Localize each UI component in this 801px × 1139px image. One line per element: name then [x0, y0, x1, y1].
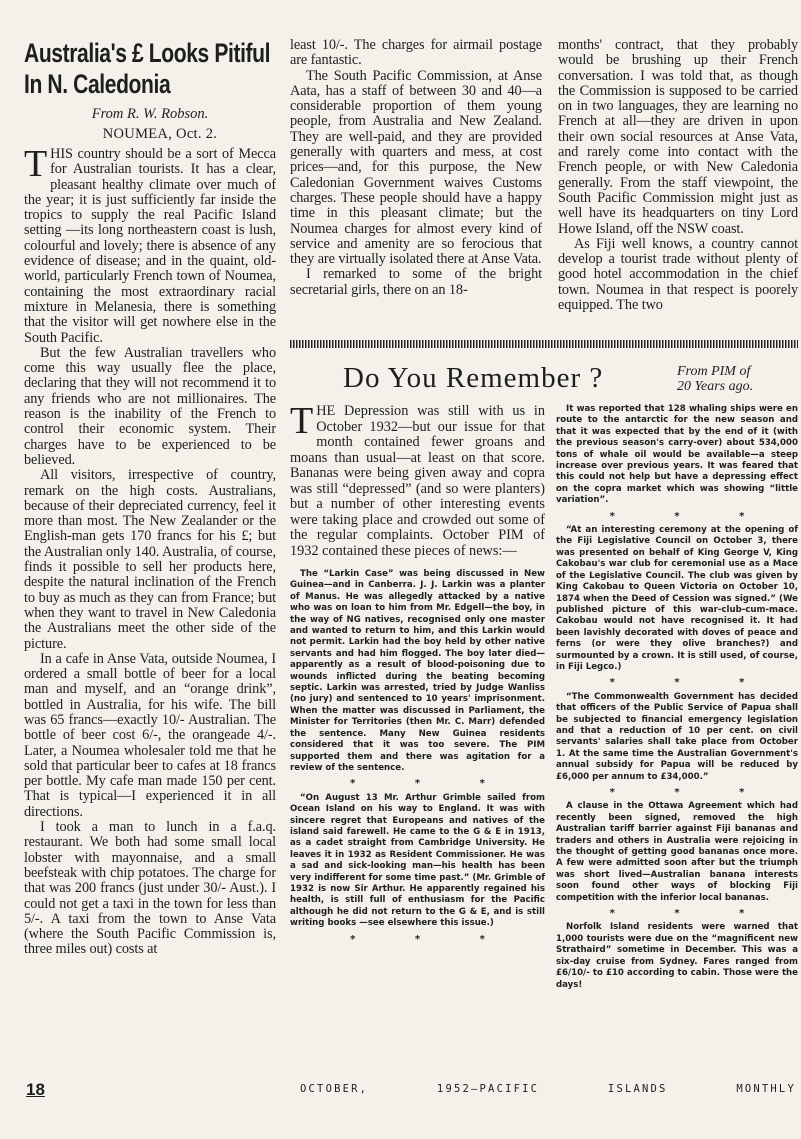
news-item: The “Larkin Case” was being discussed in New Guinea—and in Canberra. J. J. Larkin was a planter of Manus. He was allegedly attacked by a native who was on loan to him from Mr. Edgell—the boy, in the way of NG natives, recognised only one master and wanted to return to him, and this Larkin would not permit. Larkin had the boy held by other native servants and had him flogged. The boy later died—apparently as a result of blood-poisoning due to wounds inflicted during the beating becoming septic. Larkin was arrested, tried by Judge Wanliss (no jury) and sentenced to 10 years' imprisonment. When the matter was discussed in Parliament, the Minister for Territories (then Mr. C. Marr) defended the sentence. Many New Guinea residents considered that it was too severe. The PIM supported them and there was agitation for a review of the sentence. [290, 569, 545, 773]
article-paragraph: I remarked to some of the bright secretarial girls, there on an 18- [290, 266, 542, 298]
separator-stars: * * * [350, 933, 513, 945]
decorative-rule [290, 340, 798, 348]
drop-cap: T [24, 143, 48, 185]
drop-cap: T [290, 404, 314, 442]
news-items-left [290, 569, 545, 945]
separator-stars: * * * [609, 510, 773, 522]
footer-monthly: MONTHLY [736, 1083, 796, 1095]
footer-year-pacific: 1952—PACIFIC [436, 1083, 540, 1095]
article-paragraph: But the few Australian travellers who come this way usually flee the place, declaring that they will not recommend it to any friends who are not millionaires. The reason is the inability of the French to control their economic system. Their charges have to be experienced to be believed. [24, 344, 276, 468]
feature-subtitle: From PIM of 20 Years ago. [677, 364, 754, 394]
running-footer [300, 1083, 796, 1095]
article-column-3 [558, 38, 798, 338]
article-paragraph: months' contract, that they probably would be brushing up their French conversation. I was told that, as though the Commission is supposed to be carried on in two languages, they are learning no French at all—they are driven in upon their own social resources at Anse Vata, and rarely come into contact with the French people, or with New Caledonia generally. From the staff viewpoint, the South Pacific Commission might just as well have its headquarters on tiny Lord Howe Island, off the NSW coast. [558, 38, 798, 237]
feature-column-left [290, 404, 545, 1072]
article-paragraph: The South Pacific Commission, at Anse Aata, has a staff of between 30 and 40—a considerable proportion of them young people, from Australia and New Zealand. They are well-paid, and they are provided generally with quarters and mess, at cost prices—and, for this purpose, the New Caledonian Government waives Customs charges. These people should have a happy time in this pleasant climate; but the Noumea charges for almost every kind of service and amenity are so ferocious that they are virtually isolated there at Anse Vata. [290, 67, 542, 268]
footer-islands: ISLANDS [607, 1083, 668, 1095]
article-column-1 [24, 38, 276, 1072]
article-dateline: NOUMEA, Oct. 2. [102, 126, 218, 142]
article-paragraph: As Fiji well knows, a country cannot develop a tourist trade without plenty of good hotel accommodation in the chief town. Noumea in that respect is poorely equipped. The two [558, 235, 798, 314]
news-item: Norfolk Island residents were warned that 1,000 tourists were due on the “magnificent new Strathaird” sometime in December. This was a six-day cruise from Sydney. Fares ranged from £6/10/- to £10 according to cabin. Those were the days! [556, 922, 798, 990]
separator-stars: * * * [350, 778, 513, 790]
article-paragraph: In a cafe in Anse Vata, outside Noumea, I ordered a small bottle of beer for a local man and myself, and an “orange drink”, bottled in Australia, for his wife. The bill was 65 francs—exactly 10/- Australian. The bottle of beer cost 6/-, the orangeade 4/-. Later, a Noumea wholesaler told me that he sold that particular beer to cafes at 18 francs per bottle. My cafe man made 150 per cent. That is typical—I experienced it in all directions. [24, 650, 276, 820]
feature-title: Do You Remember ? [343, 362, 604, 394]
article-paragraph: THIS country should be a sort of Mecca for Australian tourists. It has a clear, pleasant healthy climate over much of the year; it is just sufficiently far inside the tropics to supply the real Pacific Island setting —its long northeastern coast is lush, colourful and lovely; there is absence of any evidence of disease; and in the quaint, old-world, particularly French town of Noumea, containing the most extraordinary racial mixture in Melanesia, there is something that the visitor will get nowhere else in the South Pacific. [24, 143, 276, 346]
article-paragraph: All visitors, irrespective of country, remark on the high costs. Australians, because of their depreciated currency, feel it more than most. The New Zealander or the English-man gets 170 francs for his £; but the Australian only 140. Australia, of course, finds it possible to sell her products here, despite the natural inclination of the French to buy as much as they can from France; but when they want to travel in New Caledonia the Australians meet the other side of the picture. [24, 467, 276, 652]
separator-stars: * * * [609, 677, 773, 689]
footer-month: OCTOBER, [300, 1083, 369, 1095]
news-item: “The Commonwealth Government has decided that officers of the Public Service of Papua shall be subjected to financial emergency legislation and that a reduction of 10 per cent. on civil servants' salaries shall take place from October 1. At the same time the Australian Government's annual subsidy for Papua will be reduced by £6,000 per annum to £34,000.” [556, 691, 798, 782]
article-paragraph: least 10/-. The charges for airmail postage are fantastic. [290, 38, 542, 69]
article-headline: Australia's £ Looks Pitiful In N. Caledonia [24, 38, 271, 99]
article-body-col1 [24, 143, 276, 958]
separator-stars: * * * [609, 908, 773, 920]
article-paragraph: I took a man to lunch in a f.a.q. restaurant. We both had some small local lobster with mayonnaise, and a small beefsteak with chip potatoes. The charge for that was 200 francs (just under 30/- Aust.). I could not get a taxi in the town for less than 5/-. A taxi from the town to Anse Vata (where the South Pacific Commission is, three miles out) costs at [24, 819, 276, 958]
news-item: “On August 13 Mr. Arthur Grimble sailed from Ocean Island on his way to England. It was with sincere regret that Europeans and natives of the island said farewell. He came to the G & E in 1913, as a cadet straight from Cambridge University. He leaves it in 1932 as Resident Commissioner. He was a sad and sick-looking man—his health has been very indifferent for some time past.” (Mr. Grimble of 1932 is now Sir Arthur. He apparently regained his health, is still full of enthusiasm for the Pacific although he did not return to the G & E, and is still writing books —see elsewhere this issue.) [290, 792, 545, 929]
page-number: 18 [26, 1080, 45, 1099]
separator-stars: * * * [609, 787, 773, 798]
news-item: A clause in the Ottawa Agreement which had recently been signed, removed the high Australian tariff barrier against Fiji bananas and traders and others in Australia were rejoicing in the thought of getting good bananas once more. A few were admitted soon after but the triumph was short lived—Australian banana interests soon found other ways of blocking Fiji competition with the inferior local bananas. [556, 801, 798, 903]
feature-column-right [556, 404, 798, 1072]
feature-intro: THE Depression was still with us in October 1932—but our issue for that month contained fewer groans and moans than usual—at least on that score. Bananas were being given away and copra was still “depressed” (and so were planters) but a number of other interesting events were taking place and crowded out some of the regular complaints. October PIM of 1932 contained these pieces of news:— [290, 404, 545, 559]
article-column-2 [290, 38, 542, 338]
article-byline: From R. W. Robson. [91, 106, 209, 122]
news-item: It was reported that 128 whaling ships were en route to the antarctic for the new season and that it was expected that by the end of it (with the previous season's carry-over) about 534,000 tons of whale oil would be available—a steep increase over previous years. It was feared that this could not help but have a depressing effect on the copra market which was showing “little variation”. [556, 404, 798, 506]
news-item: “At an interesting ceremony at the opening of the Fiji Legislative Council on October 3, there was presented on behalf of King George V, King Cakobau's war club for ceremonial use as a Mace of the Legislative Council. The club was given by King Cakobau to Queen Victoria on October 10, 1874 when the Deed of Cession was signed.” (We published picture of this war-club-cum-mace. Cakobau would not have recognised it. It had been lavishly decorated with doves of peace and ferns (or were they olive branches?) and surmounted by a crown. It is still used, of course, in Fiji Legco.) [556, 525, 798, 672]
